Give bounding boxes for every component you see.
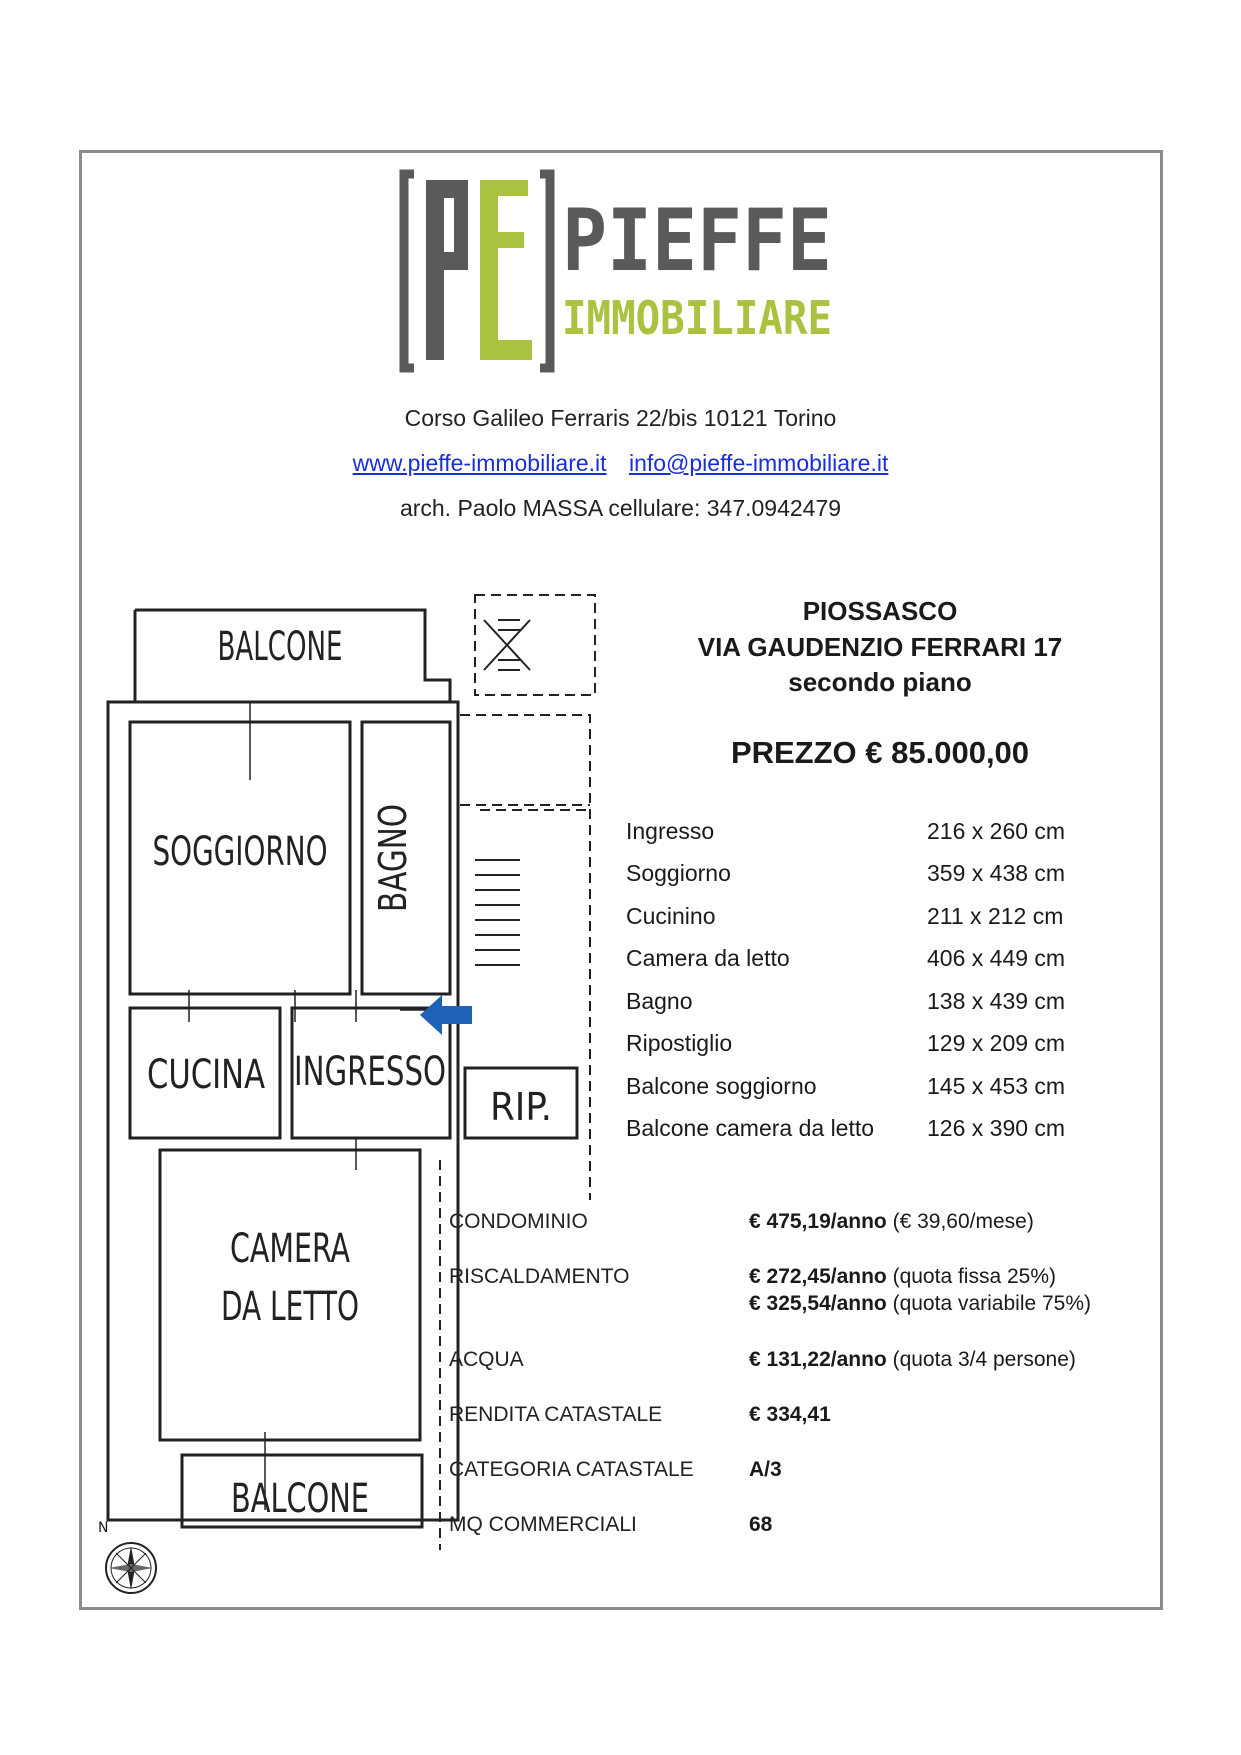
north-label: N [98,1520,109,1536]
room-row [626,1073,1106,1113]
room-row [626,818,1106,858]
floor-plan [100,590,620,1590]
cost-label: RISCALDAMENTO [449,1265,630,1288]
cost-note: (quota fissa 25%) [886,1265,1057,1288]
cost-value: € 334,41 [749,1403,831,1426]
room-row [626,903,1106,943]
agency-links [0,450,1241,477]
cost-value: € 475,19/anno [749,1210,887,1233]
cost-value: 68 [749,1513,773,1536]
room-name: Cucinino [626,903,716,929]
compass-rose-icon [103,1540,159,1596]
cost-note: (quota variabile 75%) [886,1292,1092,1315]
cost-label: RENDITA CATASTALE [449,1403,663,1426]
room-row [626,1030,1106,1070]
room-row [626,988,1106,1028]
website-link[interactable]: www.pieffe-immobiliare.it [352,450,607,476]
room-name: Ripostiglio [626,1030,733,1056]
cost-value: € 325,54/anno [749,1292,887,1315]
label-cucina: CUCINA [147,1052,266,1098]
label-bagno: BAGNO [371,786,415,912]
label-rip: RIP. [490,1085,552,1129]
cost-value: € 131,22/anno [749,1348,887,1371]
label-ingresso: INGRESSO [294,1049,446,1095]
listing-city: PIOSSASCO [802,596,958,626]
room-name: Balcone soggiorno [626,1073,817,1099]
room-size: 406 x 449 cm [927,945,1066,971]
room-name: Soggiorno [626,860,731,886]
room-row [626,1115,1106,1155]
room-size: 129 x 209 cm [927,1030,1066,1056]
agency-contact: arch. Paolo MASSA cellulare: 347.0942479 [399,495,842,521]
cost-label: CONDOMINIO [449,1210,588,1233]
listing-price: PREZZO € 85.000,00 [730,735,1030,770]
listing-floor: secondo piano [788,667,972,697]
cost-label: ACQUA [449,1348,524,1371]
cost-label: CATEGORIA CATASTALE [449,1458,694,1481]
email-link[interactable]: info@pieffe-immobiliare.it [628,450,889,476]
label-balcone-top: BALCONE [217,624,343,670]
logo-name: PIEFFE [562,191,832,291]
logo-subtitle: IMMOBILIARE [562,291,832,345]
room-size: 126 x 390 cm [927,1115,1066,1141]
room-size: 211 x 212 cm [927,903,1064,929]
room-name: Ingresso [626,818,715,844]
label-camera-2: DA LETTO [221,1284,359,1330]
label-soggiorno: SOGGIORNO [152,829,328,875]
room-name: Camera da letto [626,945,790,971]
entrance-arrow [420,995,472,1035]
cost-value: A/3 [749,1458,782,1481]
agency-address: Corso Galileo Ferraris 22/bis 10121 Torino [404,405,837,431]
listing-street: VIA GAUDENZIO FERRARI 17 [697,632,1063,662]
room-name: Bagno [626,988,693,1014]
cost-value: € 272,45/anno [749,1265,887,1288]
cost-note: (quota 3/4 persone) [886,1348,1076,1371]
cost-note: (€ 39,60/mese) [886,1210,1034,1233]
label-camera-1: CAMERA [230,1226,351,1272]
room-name: Balcone camera da letto [626,1115,875,1141]
room-size: 216 x 260 cm [927,818,1066,844]
agency-logo [400,170,840,375]
room-size: 145 x 453 cm [927,1073,1066,1099]
room-size: 359 x 438 cm [927,860,1066,886]
cost-label: MQ COMMERCIALI [449,1513,637,1536]
room-row [626,860,1106,900]
room-row [626,945,1106,985]
room-size: 138 x 439 cm [927,988,1066,1014]
label-balcone-bottom: BALCONE [231,1476,369,1522]
